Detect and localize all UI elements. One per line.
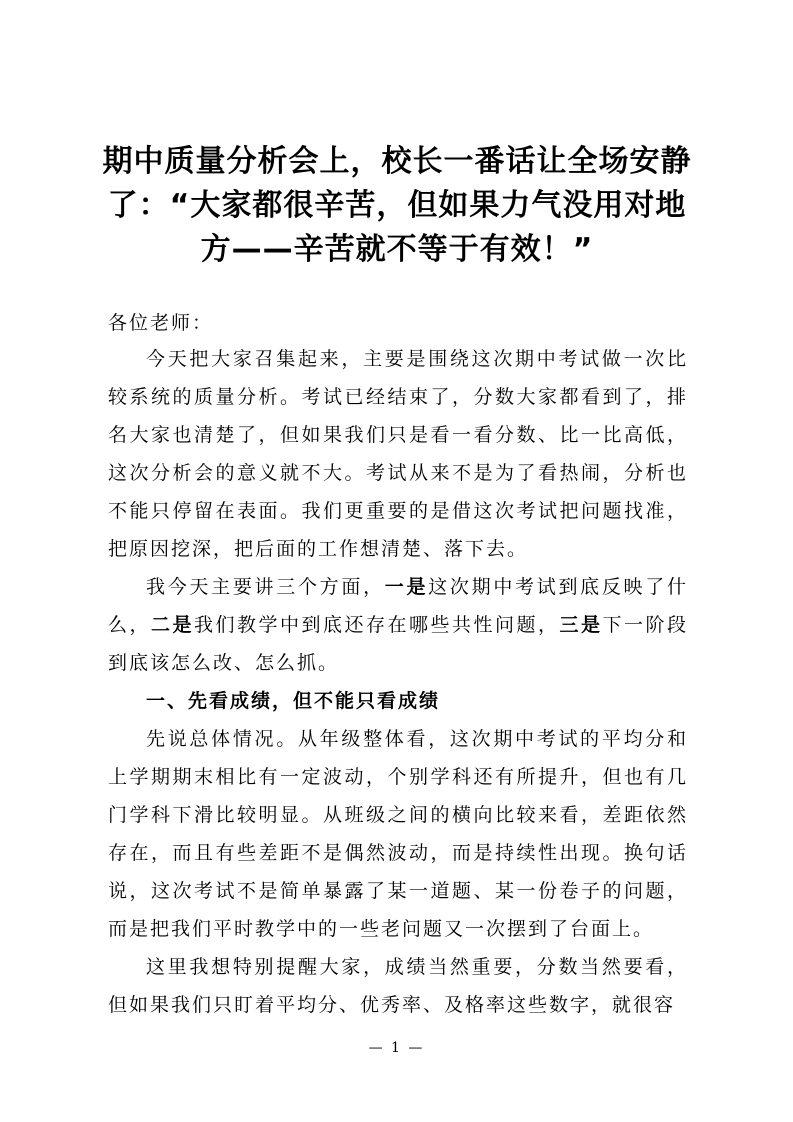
outline-text-4: 下一阶段到底该怎么改、怎么抓。 (108, 614, 688, 674)
salutation: 各位老师： (108, 312, 214, 334)
paragraph-reminder: 这里我想特别提醒大家，成绩当然重要，分数当然要看，但如果我们只盯着平均分、优秀率、及格率这些数字，就很容 (108, 956, 688, 1016)
section-heading: 一、先看成绩，但不能只看成绩 (146, 690, 441, 712)
paragraph-intro: 今天把大家召集起来，主要是围绕这次期中考试做一次比较系统的质量分析。考试已经结束了，分数大家都看到了，排名大家也清楚了，但如果我们只是看一看分数、比一比高低，这次分析会的意义就不大。考试从来不是为了看热闹，分析也不能只停留在表面。我们更重要的是借这次考试把问题找准，把原因挖深，把后面的工作想清楚、落下去。 (108, 348, 688, 560)
document-body (108, 340, 688, 1024)
outline-text-2: 这次期中考试到底反映了什么， (108, 576, 688, 636)
paragraph-outline (108, 568, 688, 682)
outline-keyword-1: 一是 (384, 576, 429, 598)
outline-keyword-3: 三是 (559, 614, 603, 636)
document-title: 期中质量分析会上，校长一番话让全场安静了：“大家都很辛苦，但如果力气没用对地方——辛苦就不等于有效！” (102, 144, 692, 267)
page-number: — 1 — (368, 1040, 425, 1056)
outline-keyword-2: 二是 (151, 614, 194, 636)
outline-text-3: 我们教学中到底还存在哪些共性问题， (194, 614, 560, 636)
outline-text-1: 我今天主要讲三个方面， (146, 576, 385, 598)
paragraph-overview: 先说总体情况。从年级整体看，这次期中考试的平均分和上学期期末相比有一定波动，个别学科还有所提升，但也有几门学科下滑比较明显。从班级之间的横向比较来看，差距依然存在，而且有些差距不是偶然波动，而是持续性出现。换句话说，这次考试不是简单暴露了某一道题、某一份卷子的问题，而是把我们平时教学中的一些老问题又一次摆到了台面上。 (108, 728, 688, 940)
